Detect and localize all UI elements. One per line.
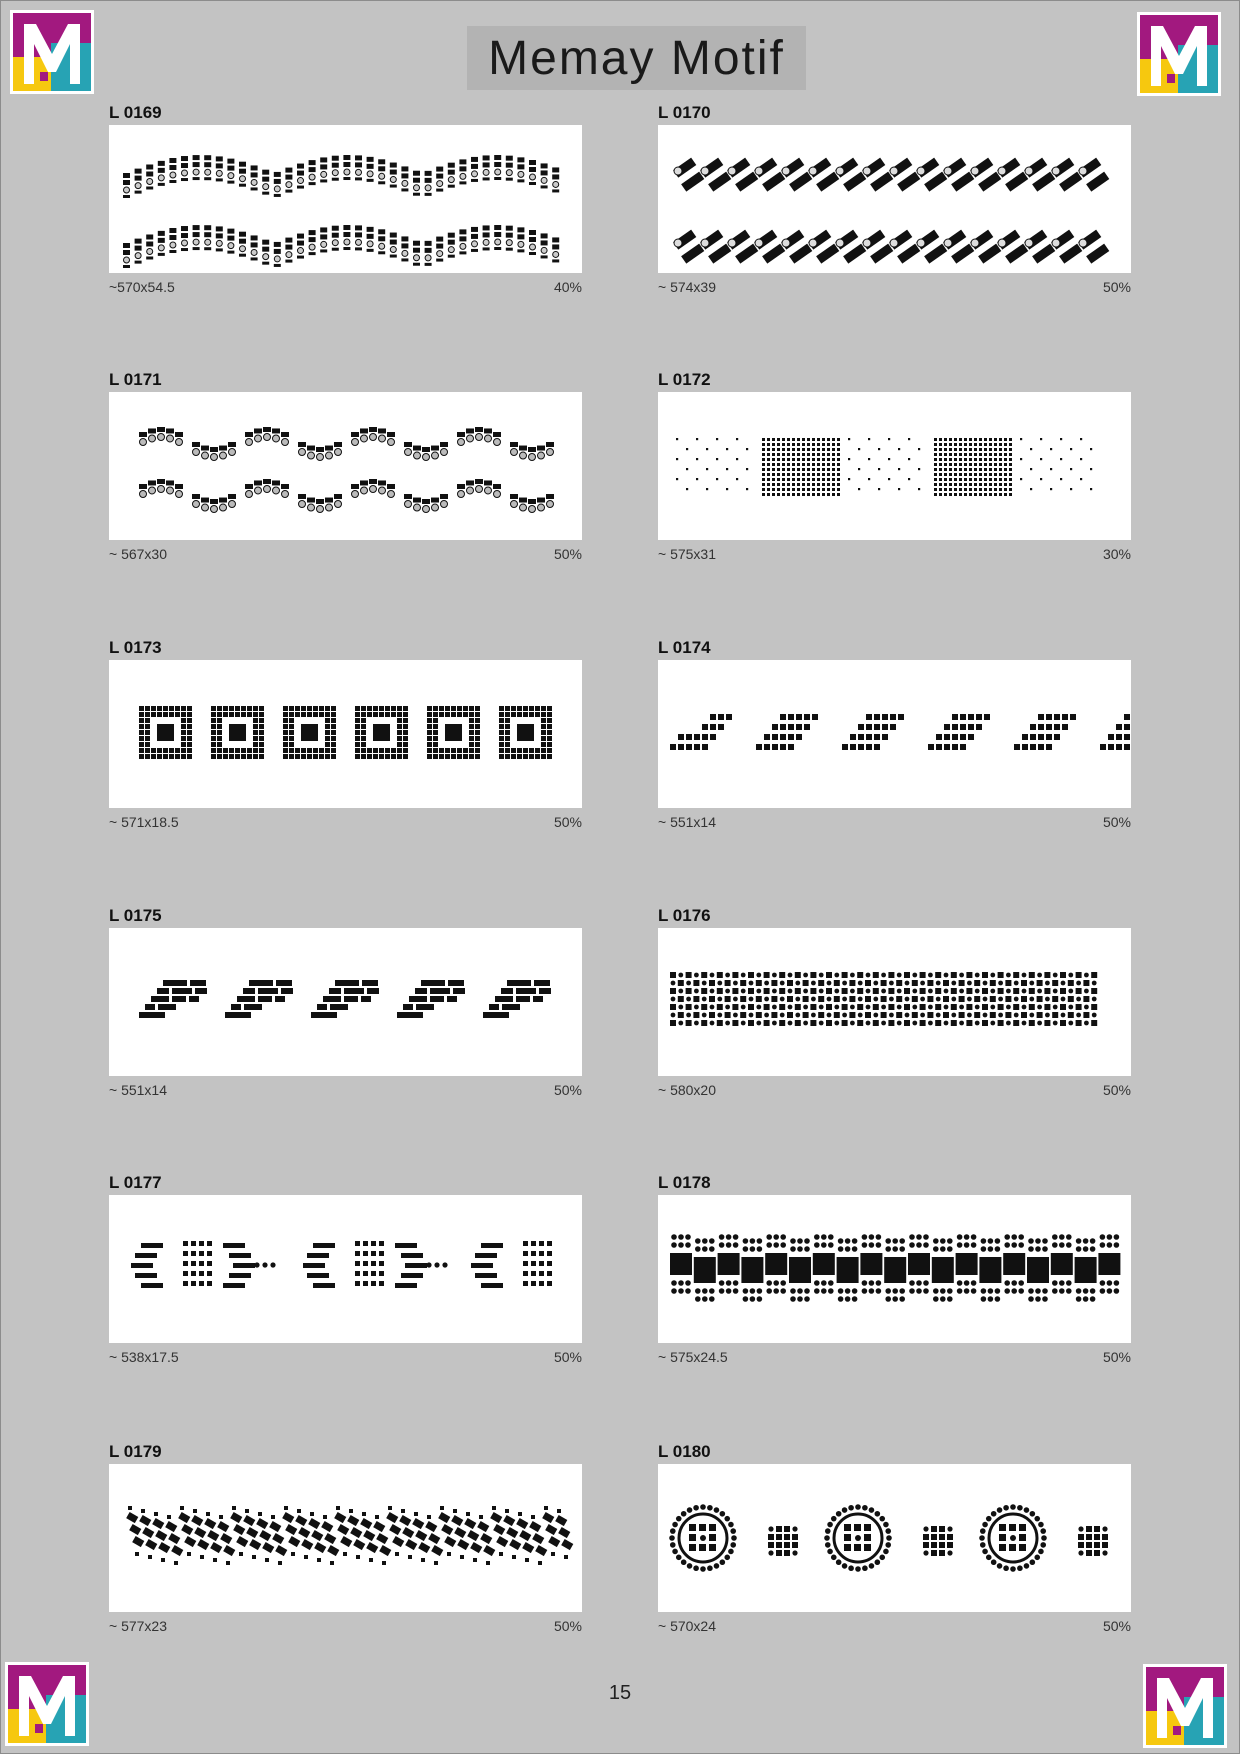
motif-pattern-stair-dots — [658, 660, 1131, 808]
page-number: 15 — [608, 1682, 632, 1704]
motif-percent: 50% — [1102, 1349, 1131, 1365]
motif-percent: 40% — [553, 279, 582, 295]
motif-preview — [658, 1195, 1131, 1343]
motif-pattern-dot-blocks — [658, 392, 1131, 540]
motif-size: ~ 574x39 — [658, 279, 716, 295]
motif-pattern-dash-leaves — [109, 928, 582, 1076]
motif-preview — [109, 392, 582, 540]
motif-percent: 50% — [1102, 1082, 1131, 1098]
motif-size: ~ 571x18.5 — [109, 814, 179, 830]
motif-size: ~ 575x31 — [658, 546, 716, 562]
motif-size: ~ 580x20 — [658, 1082, 716, 1098]
motif-code: L 0179 — [109, 1442, 162, 1461]
motif-percent: 50% — [553, 1082, 582, 1098]
motif-size: ~ 567x30 — [109, 546, 167, 562]
motif-pattern-rosettes — [658, 1464, 1131, 1612]
motif-code: L 0175 — [109, 906, 162, 925]
motif-pattern-grid-squares — [109, 660, 582, 808]
motif-percent: 30% — [1102, 546, 1131, 562]
motif-preview — [658, 660, 1131, 808]
motif-code: L 0170 — [658, 103, 711, 122]
motif-size: ~ 538x17.5 — [109, 1349, 179, 1365]
motif-size: ~ 577x23 — [109, 1618, 167, 1634]
motif-pattern-scallop-arcs — [109, 125, 582, 273]
motif-code: L 0172 — [658, 370, 711, 389]
motif-code: L 0180 — [658, 1442, 711, 1461]
motif-percent: 50% — [1102, 279, 1131, 295]
memay-logo-top-left — [10, 10, 94, 94]
motif-pattern-diagonal-weave — [109, 1464, 582, 1612]
motif-size: ~ 551x14 — [658, 814, 716, 830]
motif-size: ~ 575x24.5 — [658, 1349, 728, 1365]
motif-preview — [109, 1464, 582, 1612]
motif-preview — [658, 1464, 1131, 1612]
motif-pattern-block-band — [658, 1195, 1131, 1343]
motif-percent: 50% — [1102, 814, 1131, 830]
motif-preview — [658, 125, 1131, 273]
motif-size: ~570x54.5 — [109, 279, 175, 295]
motif-code: L 0169 — [109, 103, 162, 122]
motif-pattern-s-links — [658, 125, 1131, 273]
motif-code: L 0178 — [658, 1173, 711, 1192]
motif-preview — [658, 392, 1131, 540]
memay-logo-top-right — [1137, 12, 1221, 96]
motif-pattern-small-arcs — [109, 392, 582, 540]
motif-percent: 50% — [553, 1618, 582, 1634]
memay-logo-bottom-right — [1143, 1664, 1227, 1748]
motif-size: ~ 551x14 — [109, 1082, 167, 1098]
motif-code: L 0174 — [658, 638, 711, 657]
motif-code: L 0173 — [109, 638, 162, 657]
page-title: Memay Motif — [488, 31, 785, 85]
motif-code: L 0176 — [658, 906, 711, 925]
motif-preview — [109, 125, 582, 273]
title-banner — [467, 26, 806, 90]
motif-percent: 50% — [553, 814, 582, 830]
motif-pattern-dense-band — [658, 928, 1131, 1076]
motif-preview — [109, 1195, 582, 1343]
motif-preview — [658, 928, 1131, 1076]
motif-percent: 50% — [553, 1349, 582, 1365]
motif-code: L 0171 — [109, 370, 162, 389]
motif-preview — [109, 928, 582, 1076]
motif-size: ~ 570x24 — [658, 1618, 716, 1634]
motif-preview — [109, 660, 582, 808]
motif-code: L 0177 — [109, 1173, 162, 1192]
motif-pattern-chevron-dots — [109, 1195, 582, 1343]
motif-percent: 50% — [553, 546, 582, 562]
motif-percent: 50% — [1102, 1618, 1131, 1634]
